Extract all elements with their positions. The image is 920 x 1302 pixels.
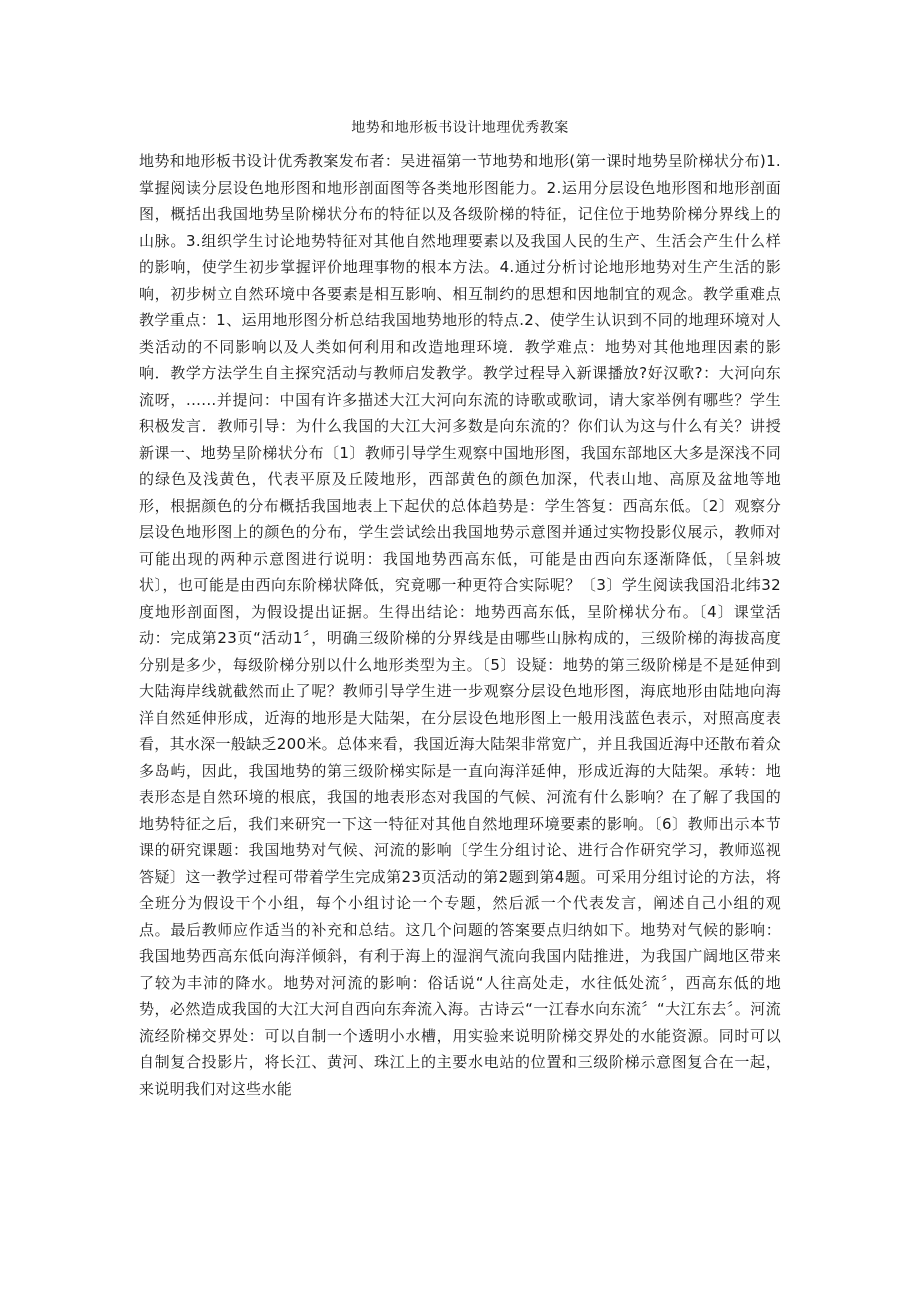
body-paragraph: 地势和地形板书设计优秀教案发布者：吴进福第一节地势和地形(第一课时地势呈阶梯状分布)1.掌握阅读分层设色地形图和地形剖面图等各类地形图能力。2.运用分层设色地形图和地形剖面图，概括出我国地势呈阶梯状分布的特征以及各级阶梯的特征，记住位于地势阶梯分界线上的山脉。3.组织学生讨论地势特征对其他自然地理要素以及我国人民的生产、生活会产生什么样的影响，使学生初步掌握评价地理事物的根本方法。4.通过分析讨论地形地势对生产生活的影响，初步树立自然环境中各要素是相互影响、相互制约的思想和因地制宜的观念。教学重难点教学重点：1、运用地形图分析总结我国地势地形的特点.2、使学生认识到不同的地理环境对人类活动的不同影响以及人类如何利用和改造地理环境．教学难点：地势对其他地理因素的影响．教学方法学生自主探究活动与教师启发教学。教学过程导入新课播放?好汉歌?：大河向东流呀，......并提问：中国有许多描述大江大河向东流的诗歌或歌词，请大家举例有哪些？学生积极发言．教师引导：为什么我国的大江大河多数是向东流的？你们认为这与什么有关？讲授新课一、地势呈阶梯状分布〔1〕教师引导学生观察中国地形图，我国东部地区大多是深浅不同的绿色及浅黄色，代表平原及丘陵地形，西部黄色的颜色加深，代表山地、高原及盆地等地形，根据颜色的分布概括我国地表上下起伏的总体趋势是：学生答复：西高东低。〔2〕观察分层设色地形图上的颜色的分布，学生尝试绘出我国地势示意图并通过实物投影仪展示，教师对可能出现的两种示意图进行说明：我国地势西高东低，可能是由西向东逐渐降低，〔呈斜坡状〕，也可能是由西向东阶梯状降低，究竟哪一种更符合实际呢？〔3〕学生阅读我国沿北纬32度地形剖面图，为假设提出证据。生得出结论：地势西高东低，呈阶梯状分布。〔4〕课堂活动：完成第23页“活动1〞，明确三级阶梯的分界线是由哪些山脉构成的，三级阶梯的海拔高度分别是多少，每级阶梯分别以什么地形类型为主。〔5〕设疑：地势的第三级阶梯是不是延伸到大陆海岸线就截然而止了呢？教师引导学生进一步观察分层设色地形图，海底地形由陆地向海洋自然延伸形成，近海的地形是大陆架，在分层设色地形图上一般用浅蓝色表示，对照高度表看，其水深一般缺乏200米。总体来看，我国近海大陆架非常宽广，并且我国近海中还散布着众多岛屿，因此，我国地势的第三级阶梯实际是一直向海洋延伸，形成近海的大陆架。承转：地表形态是自然环境的根底，我国的地表形态对我国的气候、河流有什么影响？在了解了我国的地势特征之后，我们来研究一下这一特征对其他自然地理环境要素的影响。〔6〕教师出示本节课的研究课题：我国地势对气候、河流的影响〔学生分组讨论、进行合作研究学习，教师巡视答疑〕这一教学过程可带着学生完成第23页活动的第2题到第4题。可采用分组讨论的方法，将全班分为假设干个小组，每个小组讨论一个专题，然后派一个代表发言，阐述自己小组的观点。最后教师应作适当的补充和总结。这几个问题的答案要点归纳如下。地势对气候的影响：我国地势西高东低向海洋倾斜，有利于海上的湿润气流向我国内陆推进，为我国广阔地区带来了较为丰沛的降水。地势对河流的影响：俗话说“人往高处走，水往低处流〞，西高东低的地势，必然造成我国的大江大河自西向东奔流入海。古诗云“一江春水向东流〞“大江东去〞。河流流经阶梯交界处：可以自制一个透明小水槽，用实验来说明阶梯交界处的水能资源。同时可以自制复合投影片，将长江、黄河、珠江上的主要水电站的位置和三级阶梯示意图复合在一起，来说明我们对这些水能 xyxy=(139,152,781,1098)
document-title: 地势和地形板书设计地理优秀教案 xyxy=(351,120,569,136)
document-body xyxy=(139,148,781,1102)
